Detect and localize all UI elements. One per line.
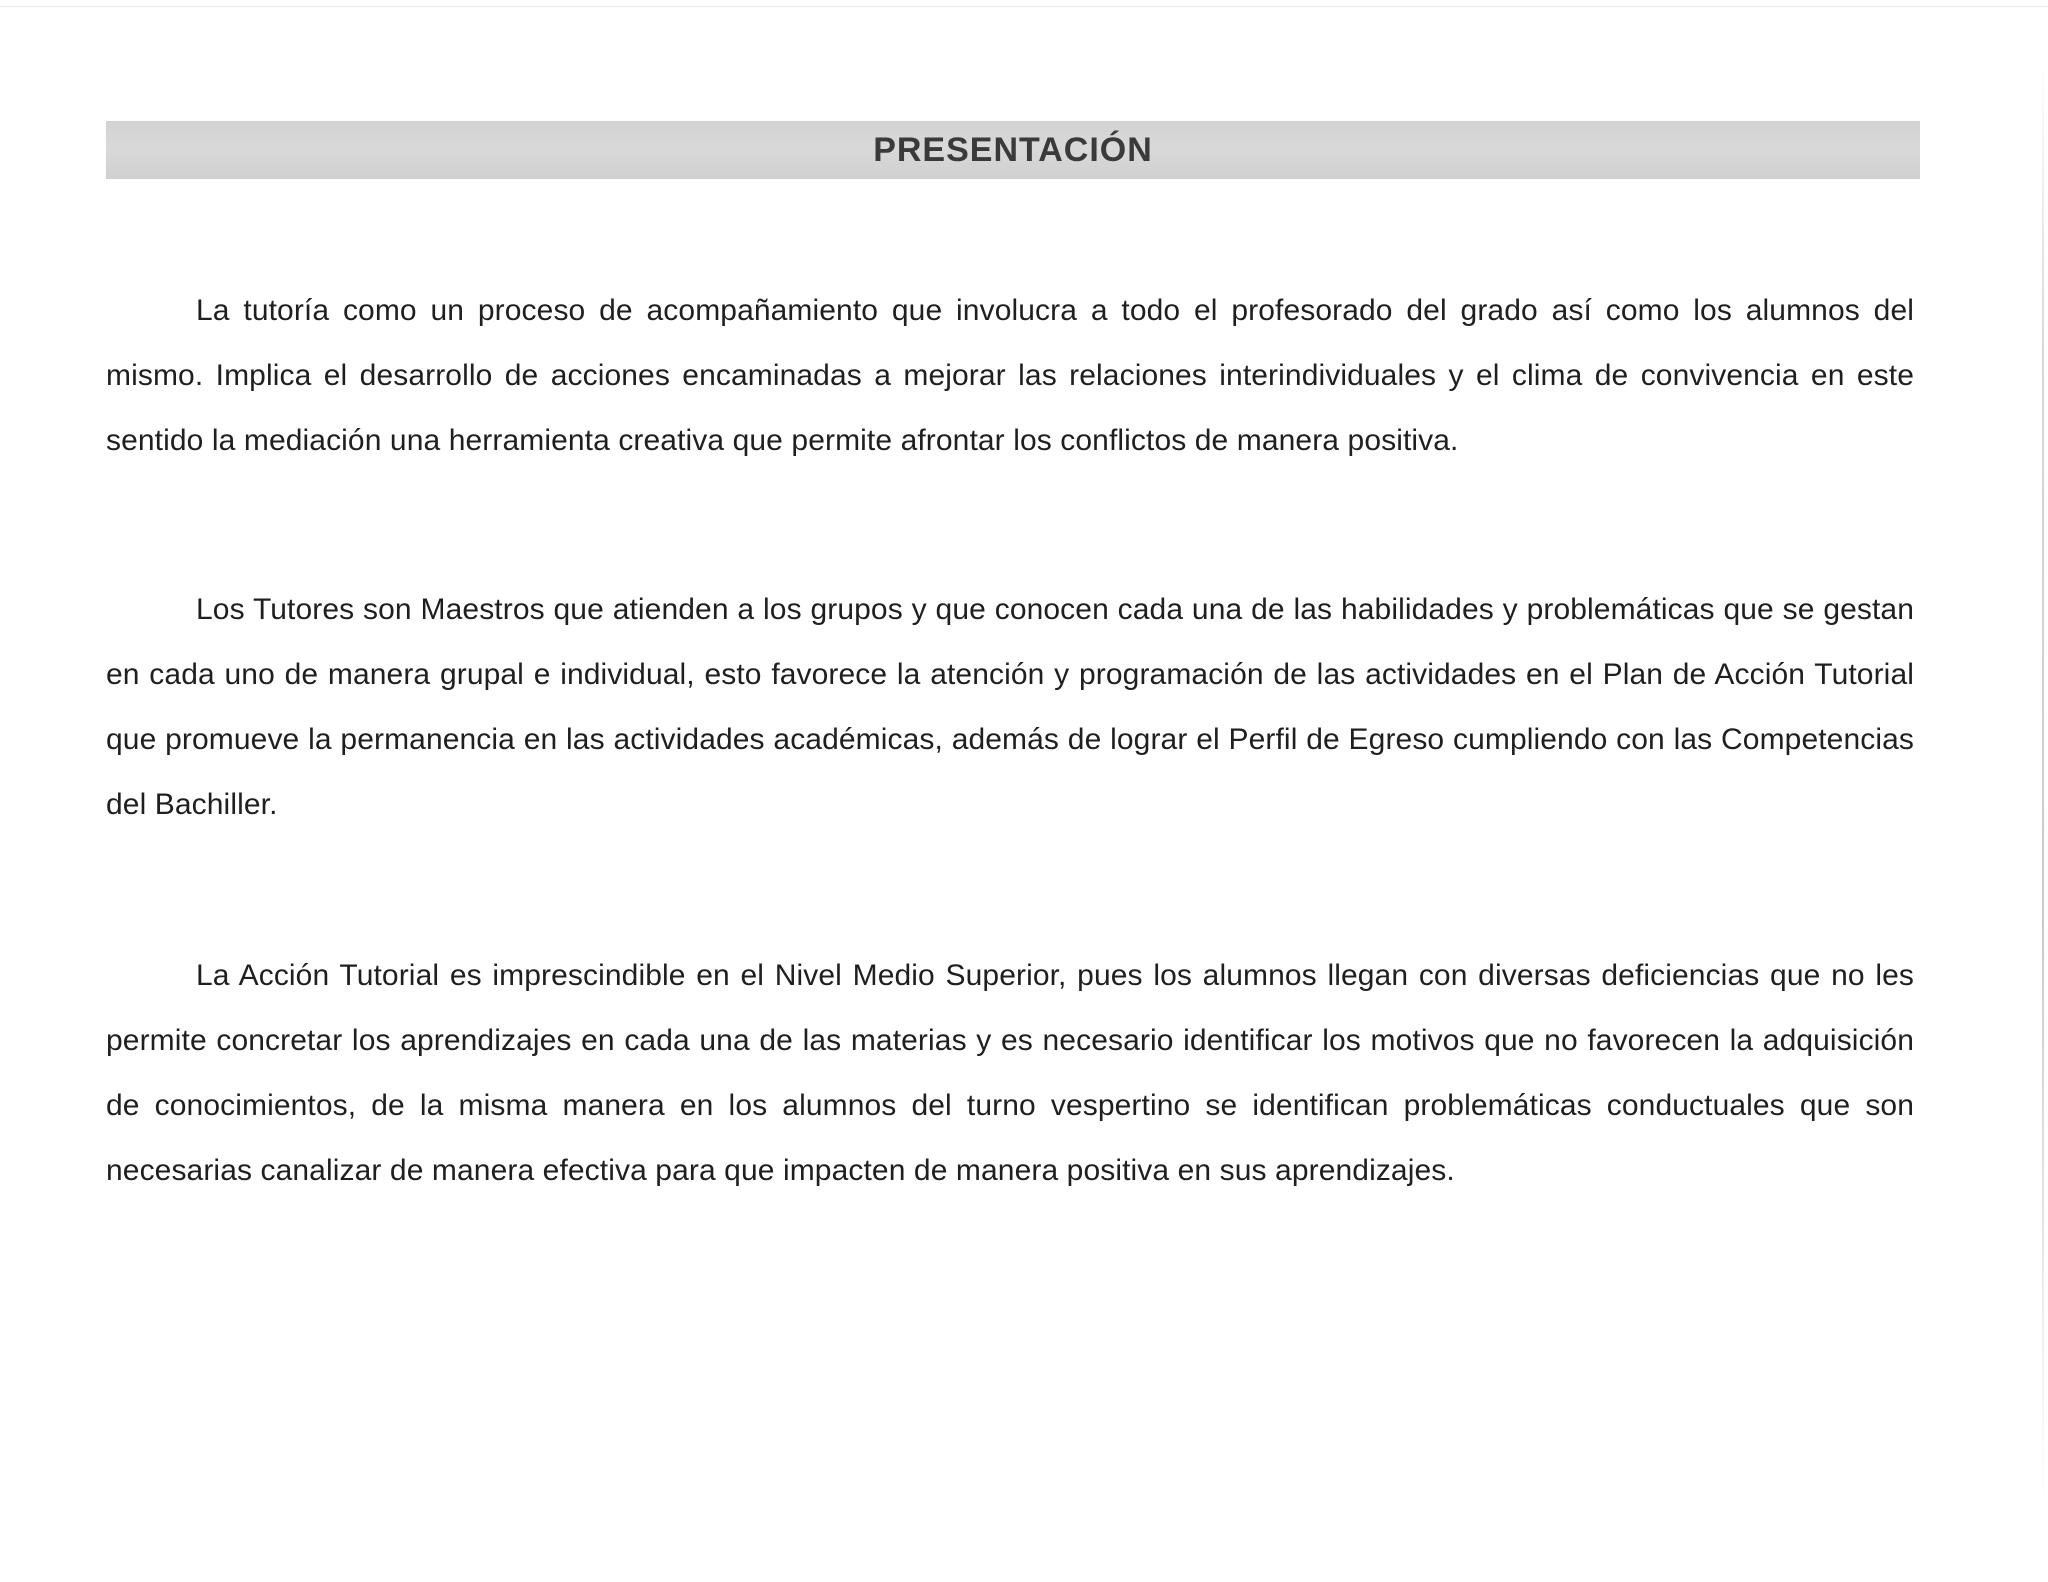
scan-edge-right [2042,60,2044,1510]
paragraph-2: Los Tutores son Maestros que atienden a los grupos y que conocen cada una de las habilidades y problemáticas que se gestan en cada uno de manera grupal e individual, esto favorece la atención y programación de las actividades en el Plan de Acción Tutorial que promueve la permanencia en las actividades académicas, además de lograr el Perfil de Egreso cumpliendo con las Competencias del Bachiller. [106,593,1914,821]
paragraph-1: La tutoría como un proceso de acompañamiento que involucra a todo el profesorado del grado así como los alumnos del mismo. Implica el desarrollo de acciones encaminadas a mejorar las relaciones interindividuales y el clima de convivencia en este sentido la mediación una herramienta creativa que permite afrontar los conflictos de manera positiva. [106,294,1914,457]
title-banner [106,121,1920,179]
paragraph-3: La Acción Tutorial es imprescindible en el Nivel Medio Superior, pues los alumnos llegan con diversas deficiencias que no les permite concretar los aprendizajes en cada una de las materias y es necesario identificar los motivos que no favorecen la adquisición de conocimientos, de la misma manera en los alumnos del turno vespertino se identifican problemáticas conductuales que son necesarias canalizar de manera efectiva para que impacten de manera positiva en sus aprendizajes. [106,959,1914,1187]
scan-edge-top [0,6,2048,7]
page-title: PRESENTACIÓN [873,131,1153,169]
